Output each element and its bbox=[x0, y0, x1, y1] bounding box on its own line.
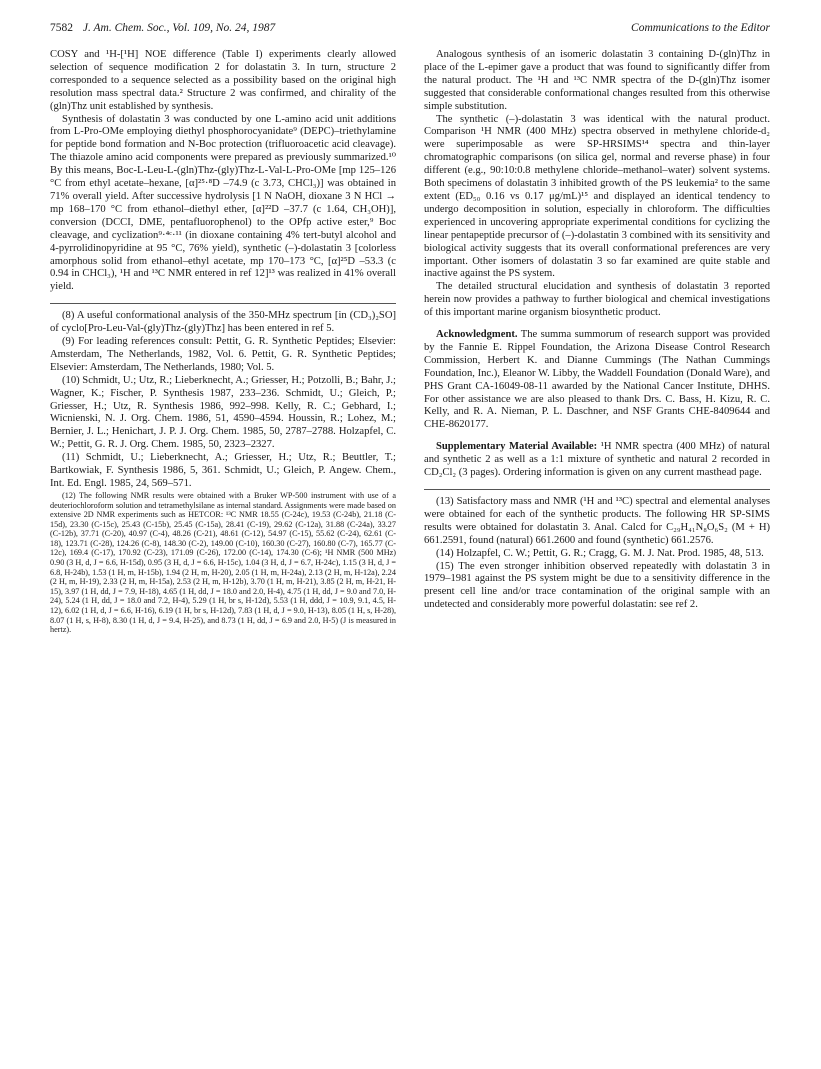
footnote-divider bbox=[424, 489, 770, 490]
acknowledgment-heading: Acknowledgment. bbox=[436, 329, 518, 341]
acknowledgment-paragraph bbox=[424, 329, 770, 432]
page-number: 7582 bbox=[50, 22, 73, 34]
body-paragraph: COSY and ¹H-[¹H] NOE difference (Table I) experiments clearly allowed selection of sequence modification 2 for dolastatin 3. In turn, structure 2 corresponded to a sequence selected as a possibility based on the original high resolution mass spectral data.² Structure 2 was confirmed, and chirality of the (gln)Thz unit established by synthesis. bbox=[50, 49, 396, 112]
footnote-12: (12) The following NMR results were obtained with a Bruker WP-500 instrument with use of a deuteriochloroform solution and tetramethylsilane as internal standard. Assignments were made based on extensive 2D NMR experiments such as HETCOR: ¹³C NMR 18.55 (C-24c), 19.53 (C-24b), 21.18 (C-15d), 23.30 (C-15c), 25.43 (C-15b), 25.45 (C-15a), 28.41 (C-19), 29.62 (C-12a), 31.88 (C-24a), 33.27 (C-12b), 37.71 (C-20), 40.97 (C-4), 48.26 (C-21), 48.61 (C-12), 54.97 (C-15), 55.62 (C-24), 62.61 (C-18), 123.71 (C-28), 124.26 (C-8), 148.30 (C-2), 149.00 (C-10), 160.30 (C-27), 160.80 (C-7), 165.77 (C-12c), 169.4 (C-17), 170.92 (C-23), 171.09 (C-26), 172.00 (C-14), 174.30 (C-6); ¹H NMR (500 MHz) 0.90 (3 H, d, J = 6.6, H-15d), 0.95 (3 H, d, J = 6.6, H-15c), 1.04 (3 H, d, J = 6.7, H-24c), 1.15 (3 H, d, J = 6.8, H-24b), 1.53 (1 H, m, H-15b), 1.94 (2 H, m, H-20), 2.05 (1 H, m, H-24a), 2.13 (2 H, m, H-12a), 2.24 (2 H, m, H-19), 2.33 (2 H, m, H-15a), 2.53 (2 H, m, H-12b), 3.70 (1 H, m, H-21), 3.85 (2 H, m, H-21, H-15), 3.97 (1 H, dd, J = 7.9, H-18), 4.65 (1 H, dd, J = 18.0 and 2.0, H-4), 4.75 (1 H, dd, J = 9.0 and 7.0, H-24), 5.24 (1 H, dd, J = 18.0 and 7.2, H-4), 5.29 (1 H, br s, H-12d), 5.53 (1 H, ddd, J = 10.9, 9.1, 4.5, H-12), 6.02 (1 H, d, J = 6.6, H-16), 6.19 (1 H, br s, H-12d), 7.83 (1 H, d, J = 9.0, H-13), 8.05 (1 H, s, H-28), 8.07 (1 H, s, H-8), 8.30 (1 H, d, J = 9.4, H-25), and 8.73 (1 H, dd, J = 6.9 and 2.0, H-5) (J is measured in hertz). bbox=[50, 490, 396, 635]
footnote-11: (11) Schmidt, U.; Lieberknecht, A.; Griesser, H.; Utz, R.; Beuttler, T.; Bartkowiak, F. Synthesis 1986, 5, 361. Schmidt, U.; Gleich, P. Angew. Chem., Int. Ed. Engl. 1985, 24, 569–571. bbox=[50, 452, 396, 489]
right-column bbox=[424, 49, 770, 612]
section-title: Communications to the Editor bbox=[631, 22, 770, 34]
body-paragraph: The detailed structural elucidation and synthesis of dolastatin 3 reported herein now provides a pathway to further biological and chemical investigations of this important marine organism biosynthetic product. bbox=[424, 281, 770, 319]
supplementary-paragraph bbox=[424, 441, 770, 480]
footnote-13: (13) Satisfactory mass and NMR (¹H and ¹³C) spectral and elemental analyses were obtained for each of the synthetic products. The following HR SP-SIMS results were obtained for dolastatin 3. Anal. Calcd for C₂₉H₄₁N₈O₆S₂ (M + H) 661.2591, found (natural) 661.2600 and found (synthetic) 661.2576. bbox=[424, 496, 770, 546]
journal-citation: J. Am. Chem. Soc., Vol. 109, No. 24, 1987 bbox=[82, 22, 276, 34]
footnote-9: (9) For leading references consult: Pettit, G. R. Synthetic Peptides; Elsevier: Amsterdam, The Netherlands, 1982, Vol. 6. Pettit, G. R. Synthetic Peptides; Elsevier: Amsterdam, The Netherlands, 1980; Vol. 5. bbox=[50, 336, 396, 373]
supplementary-text: ¹H NMR spectra (400 MHz) of natural and synthetic 2 as well as a 1:1 mixture of synthetic and natural 2 recorded in CD₂Cl₂ (3 pages). Ordering information is given on any current masthead page. bbox=[424, 441, 770, 479]
footnote-divider bbox=[50, 303, 396, 304]
header-left bbox=[50, 22, 275, 34]
body-paragraph: The synthetic (–)-dolastatin 3 was identical with the natural product. Comparison ¹H NMR (400 MHz) spectra observed in methylene chloride-d₂ were superimposable as were SP-HRSIMS¹⁴ spectra and thin-layer chromatographic comparisons (on silica gel, normal and reverse phase) in four different (e.g., 90:10:0.8 methylene chloride–methanol–water) solvent systems. Both specimens of dolastatin 3 inhibited growth of the PS leukemia² to the same extent (ED₅₀ 0.16 vs 0.17 μg/mL)¹⁵ and displayed an identical tendency to undergo decomposition in solution, especially in chloroform. The difficulties experienced in uncovering appropriate experimental conditions for cyclizing the linear pentapeptide precursor of (–)-dolastatin 3 combined with its sensitivity and biological activity suggests that its overall conformational preferences are very important. Other isomers of dolastatin 3 so far examined are quite stable and inactive against the PS system. bbox=[424, 113, 770, 280]
running-header bbox=[50, 22, 770, 38]
footnote-10: (10) Schmidt, U.; Utz, R.; Lieberknecht, A.; Griesser, H.; Potzolli, B.; Bahr, J.; Wagner, K.; Fischer, P. Synthesis 1987, 233–236. Schmidt, U.; Gleich, P.; Griesser, H.; Utz, R. Synthesis 1986, 992–998. Kelly, R. C.; Gebhard, I.; Wicnienski, N. J. Org. Chem. 1986, 51, 4590–4594. Houssin, R.; Lohez, M.; Bernier, J. L.; Henichart, J. P. J. Org. Chem. 1985, 50, 2787–2788. Holzapfel, C. W.; Pettit, G. R. J. Org. Chem. 1985, 50, 2323–2327. bbox=[50, 374, 396, 451]
left-column bbox=[50, 49, 396, 635]
footnote-15: (15) The even stronger inhibition observed repeatedly with dolastatin 3 in 1979–1981 against the PS system might be due to a sensitivity difference in the present cell line and/or trace contamination of the original sample with an undetected and considerably more powerful dolastatin: see ref 2. bbox=[424, 560, 770, 611]
footnote-14: (14) Holzapfel, C. W.; Pettit, G. R.; Cragg, G. M. J. Nat. Prod. 1985, 48, 513. bbox=[436, 547, 764, 559]
body-paragraph: Analogous synthesis of an isomeric dolastatin 3 containing D-(gln)Thz in place of the L-epimer gave a product that was found to significantly differ from the natural product. The ¹H and ¹³C NMR spectra of the D-(gln)Thz isomer suggested that considerable conformational changes resulted from this otherwise simple substitution. bbox=[424, 49, 770, 112]
body-paragraph: Synthesis of dolastatin 3 was conducted by one L-amino acid unit additions from L-Pro-OMe employing diethyl phosphorocyanidate⁹ (DEPC)–triethylamine for peptide bond formation and N-Boc protection (trifluoroacetic acid cleavage). The thiazole amino acid components were prepared as previously summarized.¹⁰ By this means, Boc-L-Leu-L-(gln)Thz-(gly)Thz-L-Val-L-Pro-OMe [mp 125–126 °C from ethyl acetate–hexane, [α]²⁵·⁸D –74.9 (c 3.73, CHCl₃)] was obtained in 71% overall yield. After successive hydrolysis [1 N NaOH, dioxane 3 N HCl → mp 168–170 °C from ethanol–diethyl ether, [α]²²D –37.7 (c 1.64, CH₃OH)], conversion (DCCI, DME, pentafluorophenol) to the OPfp active ester,⁹ Boc cleavage, and cyclization⁹·⁴ᶜ·¹¹ (in dioxane containing 4% tert-butyl alcohol and 4-pyrrolidinopyridine at 95 °C, 76% yield), synthetic (–)-dolastatin 3 [colorless amorphous solid from ethanol–ethyl acetate, mp 170–173 °C, [α]²⁵D –53.3 (c 0.94 in CHCl₃), ¹H and ¹³C NMR entered in ref 12]¹³ was realized in 41% overall yield. bbox=[50, 113, 396, 293]
acknowledgment-text: The summa summorum of research support was provided by the Fannie E. Rippel Foundation, the Arizona Disease Control Research Commission, Herbert K. and Dianne Cummings (The Nathan Cummings Foundation, Inc.), Eleanor W. Libby, the Waddell Foundation (Donald Ware), and PHS Grant CA-16049-08-11 awarded by the National Cancer Institute, DHHS. For other assistance we are also pleased to thank Drs. C. Bass, H. Kizu, R. C. Kelly, and R. A. Nieman, P. L. Daschner, and NSF Grants CHE-8409644 and CHE-8620177. bbox=[424, 329, 770, 431]
supplementary-heading: Supplementary Material Available: bbox=[436, 441, 598, 453]
journal-page bbox=[50, 22, 770, 1052]
footnote-8: (8) A useful conformational analysis of the 350-MHz spectrum [in (CD₃)₂SO] of cyclo[Pro-Leu-Val-(gly)Thz-(gly)Thz] has been entered in ref 5. bbox=[50, 310, 396, 335]
